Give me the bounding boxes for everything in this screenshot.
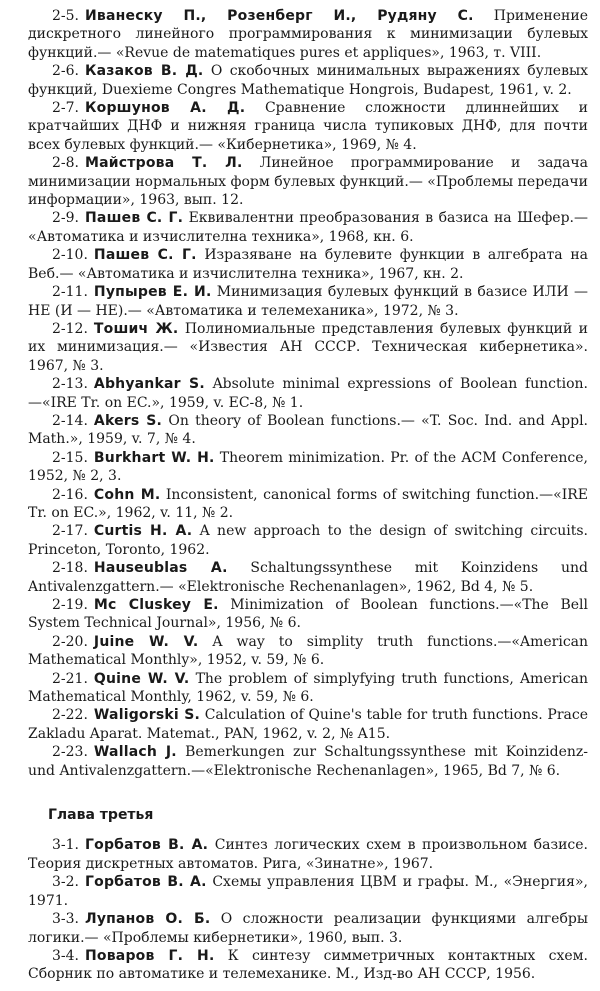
reference-author: Казаков В. Д. [85, 63, 204, 80]
reference-text: Minimization of Boolean functions.—«The Bell System Technical Journal», 1956, № 6. [28, 597, 588, 632]
reference-author: Горбатов В. А. [85, 874, 207, 891]
reference-text: Inconsistent, canonical forms of switching function.—«IRE Tr. on EC.», 1962, v. 11, № 2. [28, 486, 588, 521]
reference-entry [28, 743, 588, 780]
reference-text: Полиномиальные представления булевых функций и их минимизация.— «Известия АН СССР. Техническая кибернетика». 1967, № 3. [28, 320, 588, 374]
reference-author: Поваров Г. Н. [85, 947, 215, 964]
reference-text: A way to simplity truth functions.—«American Mathematical Monthly», 1952, v. 59, № 6. [28, 633, 589, 669]
reference-text: Минимизация булевых функций в базисе ИЛИ — НЕ (И — НЕ).— «Автоматика и телемеханика», 1972, № 3. [28, 284, 588, 319]
reference-entry [28, 99, 588, 154]
reference-text: Еквивалентни преобразования в базиса на Шефер.— «Автоматика и изчислителна техника», 1968, кн. 6. [28, 210, 589, 245]
reference-number: 3-4. [52, 947, 79, 964]
reference-entry [28, 873, 588, 910]
reference-author: Quine W. V. [93, 670, 190, 687]
reference-text: A new approach to the design of switching circuits. Princeton, Toronto, 1962. [28, 523, 588, 558]
reference-author: Akers S. [93, 412, 163, 429]
reference-author: Пашев С. Г. [85, 210, 184, 227]
reference-entry [28, 910, 588, 947]
reference-entry [28, 154, 588, 209]
reference-entry [28, 706, 588, 743]
reference-author: Тошич Ж. [93, 320, 179, 337]
reference-entry [28, 62, 588, 99]
reference-number: 2-16. [52, 486, 88, 503]
reference-text: Применение дискретного линейного программирования к минимизации булевых функций.— «Revue de matematiques pures et appliques», 1963, т. VIII. [28, 8, 588, 61]
reference-number: 2-14. [52, 412, 88, 429]
reference-entry [28, 320, 588, 375]
reference-text: Theorem minimization. Pr. of the ACM Conference, 1952, № 2, 3. [28, 449, 588, 485]
reference-author: Curtis H. A. [93, 523, 193, 540]
reference-number: 2-9. [52, 210, 79, 227]
reference-text: Изразяване на булевите функции в алгебрата на Веб.— «Автоматика и изчислителна техника», 1967, кн. 2. [28, 247, 589, 282]
reference-author: Mc Cluskey E. [93, 597, 219, 613]
reference-entry [28, 486, 588, 523]
reference-author: Waligorski S. [93, 707, 200, 724]
reference-list-chapter-3 [28, 836, 588, 983]
reference-number: 2-18. [52, 560, 88, 577]
reference-author: Иванеску П., Розенберг И., Рудяну С. [85, 8, 474, 24]
reference-entry [28, 559, 588, 596]
reference-number: 2-10. [52, 247, 88, 264]
reference-entry [28, 246, 588, 283]
reference-author: Burkhart W. H. [93, 449, 215, 466]
reference-author: Майстрова Т. Л. [85, 155, 243, 172]
reference-text: К синтезу симметричных контактных схем. Сборник по автоматике и телемеханике. М., Изд-во АН СССР, 1956. [28, 947, 588, 983]
reference-text: Schaltungssynthese mit Koinzidens und Antivalenzgattern.— «Elektronische Rechenanlagen», 1962, Bd 4, № 5. [28, 560, 588, 595]
reference-number: 2-20. [52, 633, 88, 650]
chapter-heading: Глава третья [48, 807, 154, 824]
reference-number: 2-13. [52, 376, 88, 393]
reference-entry [28, 633, 588, 670]
reference-text: Bemerkungen zur Schaltungssynthese mit Koinzidenz- und Antivalenzgattern.—«Elektronische Rechenanlagen», 1965, Bd 7, № 6. [28, 744, 589, 779]
reference-entry [28, 947, 588, 984]
reference-number: 2-23. [52, 744, 88, 761]
reference-text: Absolute minimal expressions of Boolean function.—«IRE Tr. on EC.», 1959, v. EC-8, № 1. [28, 376, 589, 411]
reference-entry [28, 209, 588, 246]
reference-text: Схемы управления ЦВМ и графы. М., «Энергия», 1971. [28, 874, 588, 909]
reference-text: О сложности реализации функциями алгебры логики.— «Проблемы кибернетики», 1960, вып. 3. [28, 911, 588, 946]
reference-number: 2-17. [52, 523, 88, 540]
reference-author: Пупырев Е. И. [93, 284, 212, 301]
reference-number: 2-7. [52, 100, 79, 117]
reference-author: Juine W. V. [93, 633, 199, 650]
reference-entry [28, 283, 588, 320]
reference-number: 2-21. [52, 670, 88, 687]
reference-text: Линейное программирование и задача минимизации нормальных форм булевых функций.— «Проблемы передачи информации», 1963, вып. 12. [28, 155, 588, 209]
reference-number: 2-22. [52, 707, 88, 724]
reference-author: Горбатов В. А. [85, 837, 209, 854]
reference-number: 3-3. [52, 911, 79, 928]
reference-number: 2-19. [52, 597, 88, 613]
reference-number: 3-2. [52, 874, 79, 891]
reference-author: Cohn M. [93, 486, 161, 503]
reference-entry [28, 449, 588, 486]
reference-entry [28, 522, 588, 559]
reference-text: Синтез логических схем в произвольном базисе. Теория дискретных автоматов. Рига, «Зинатне», 1967. [28, 837, 588, 872]
reference-entry [28, 670, 588, 707]
reference-number: 2-15. [52, 449, 88, 466]
reference-author: Пашев С. Г. [93, 247, 197, 264]
reference-number: 2-5. [52, 8, 79, 24]
reference-author: Wallach J. [93, 744, 177, 761]
reference-author: Hauseublas A. [93, 560, 228, 577]
reference-text: О скобочных минимальных выражениях булевых функций, Duexieme Congres Mathematique Hongrois, Budapest, 1961, v. 2. [28, 63, 589, 98]
reference-list-chapter-2 [28, 7, 588, 780]
reference-entry [28, 836, 588, 873]
reference-number: 3-1. [52, 837, 79, 854]
reference-entry [28, 596, 588, 633]
reference-text: Calculation of Quine's table for truth functions. Prace Zakladu Aparat. Matemat., PAN, 1962, v. 2, № A15. [28, 707, 589, 742]
reference-entry [28, 375, 588, 412]
reference-text: Сравнение сложности длиннейших и кратчайших ДНФ и нижняя граница числа тупиковых ДНФ, для почти всех булевых функций.— «Кибернетика», 1969, № 4. [28, 100, 588, 153]
reference-entry [28, 7, 588, 62]
reference-number: 2-11. [52, 284, 88, 301]
reference-author: Лупанов О. Б. [85, 911, 211, 928]
reference-entry [28, 412, 588, 449]
reference-text: On theory of Boolean functions.— «T. Soc. Ind. and Appl. Math.», 1959, v. 7, № 4. [28, 412, 588, 448]
reference-author: Коршунов А. Д. [85, 100, 246, 117]
reference-text: The problem of simplyfying truth functions, American Mathematical Monthly, 1962, v. 59, № 6. [28, 670, 588, 706]
reference-number: 2-12. [52, 320, 88, 337]
reference-number: 2-8. [52, 155, 79, 172]
reference-author: Abhyankar S. [93, 376, 205, 393]
reference-number: 2-6. [52, 63, 79, 80]
